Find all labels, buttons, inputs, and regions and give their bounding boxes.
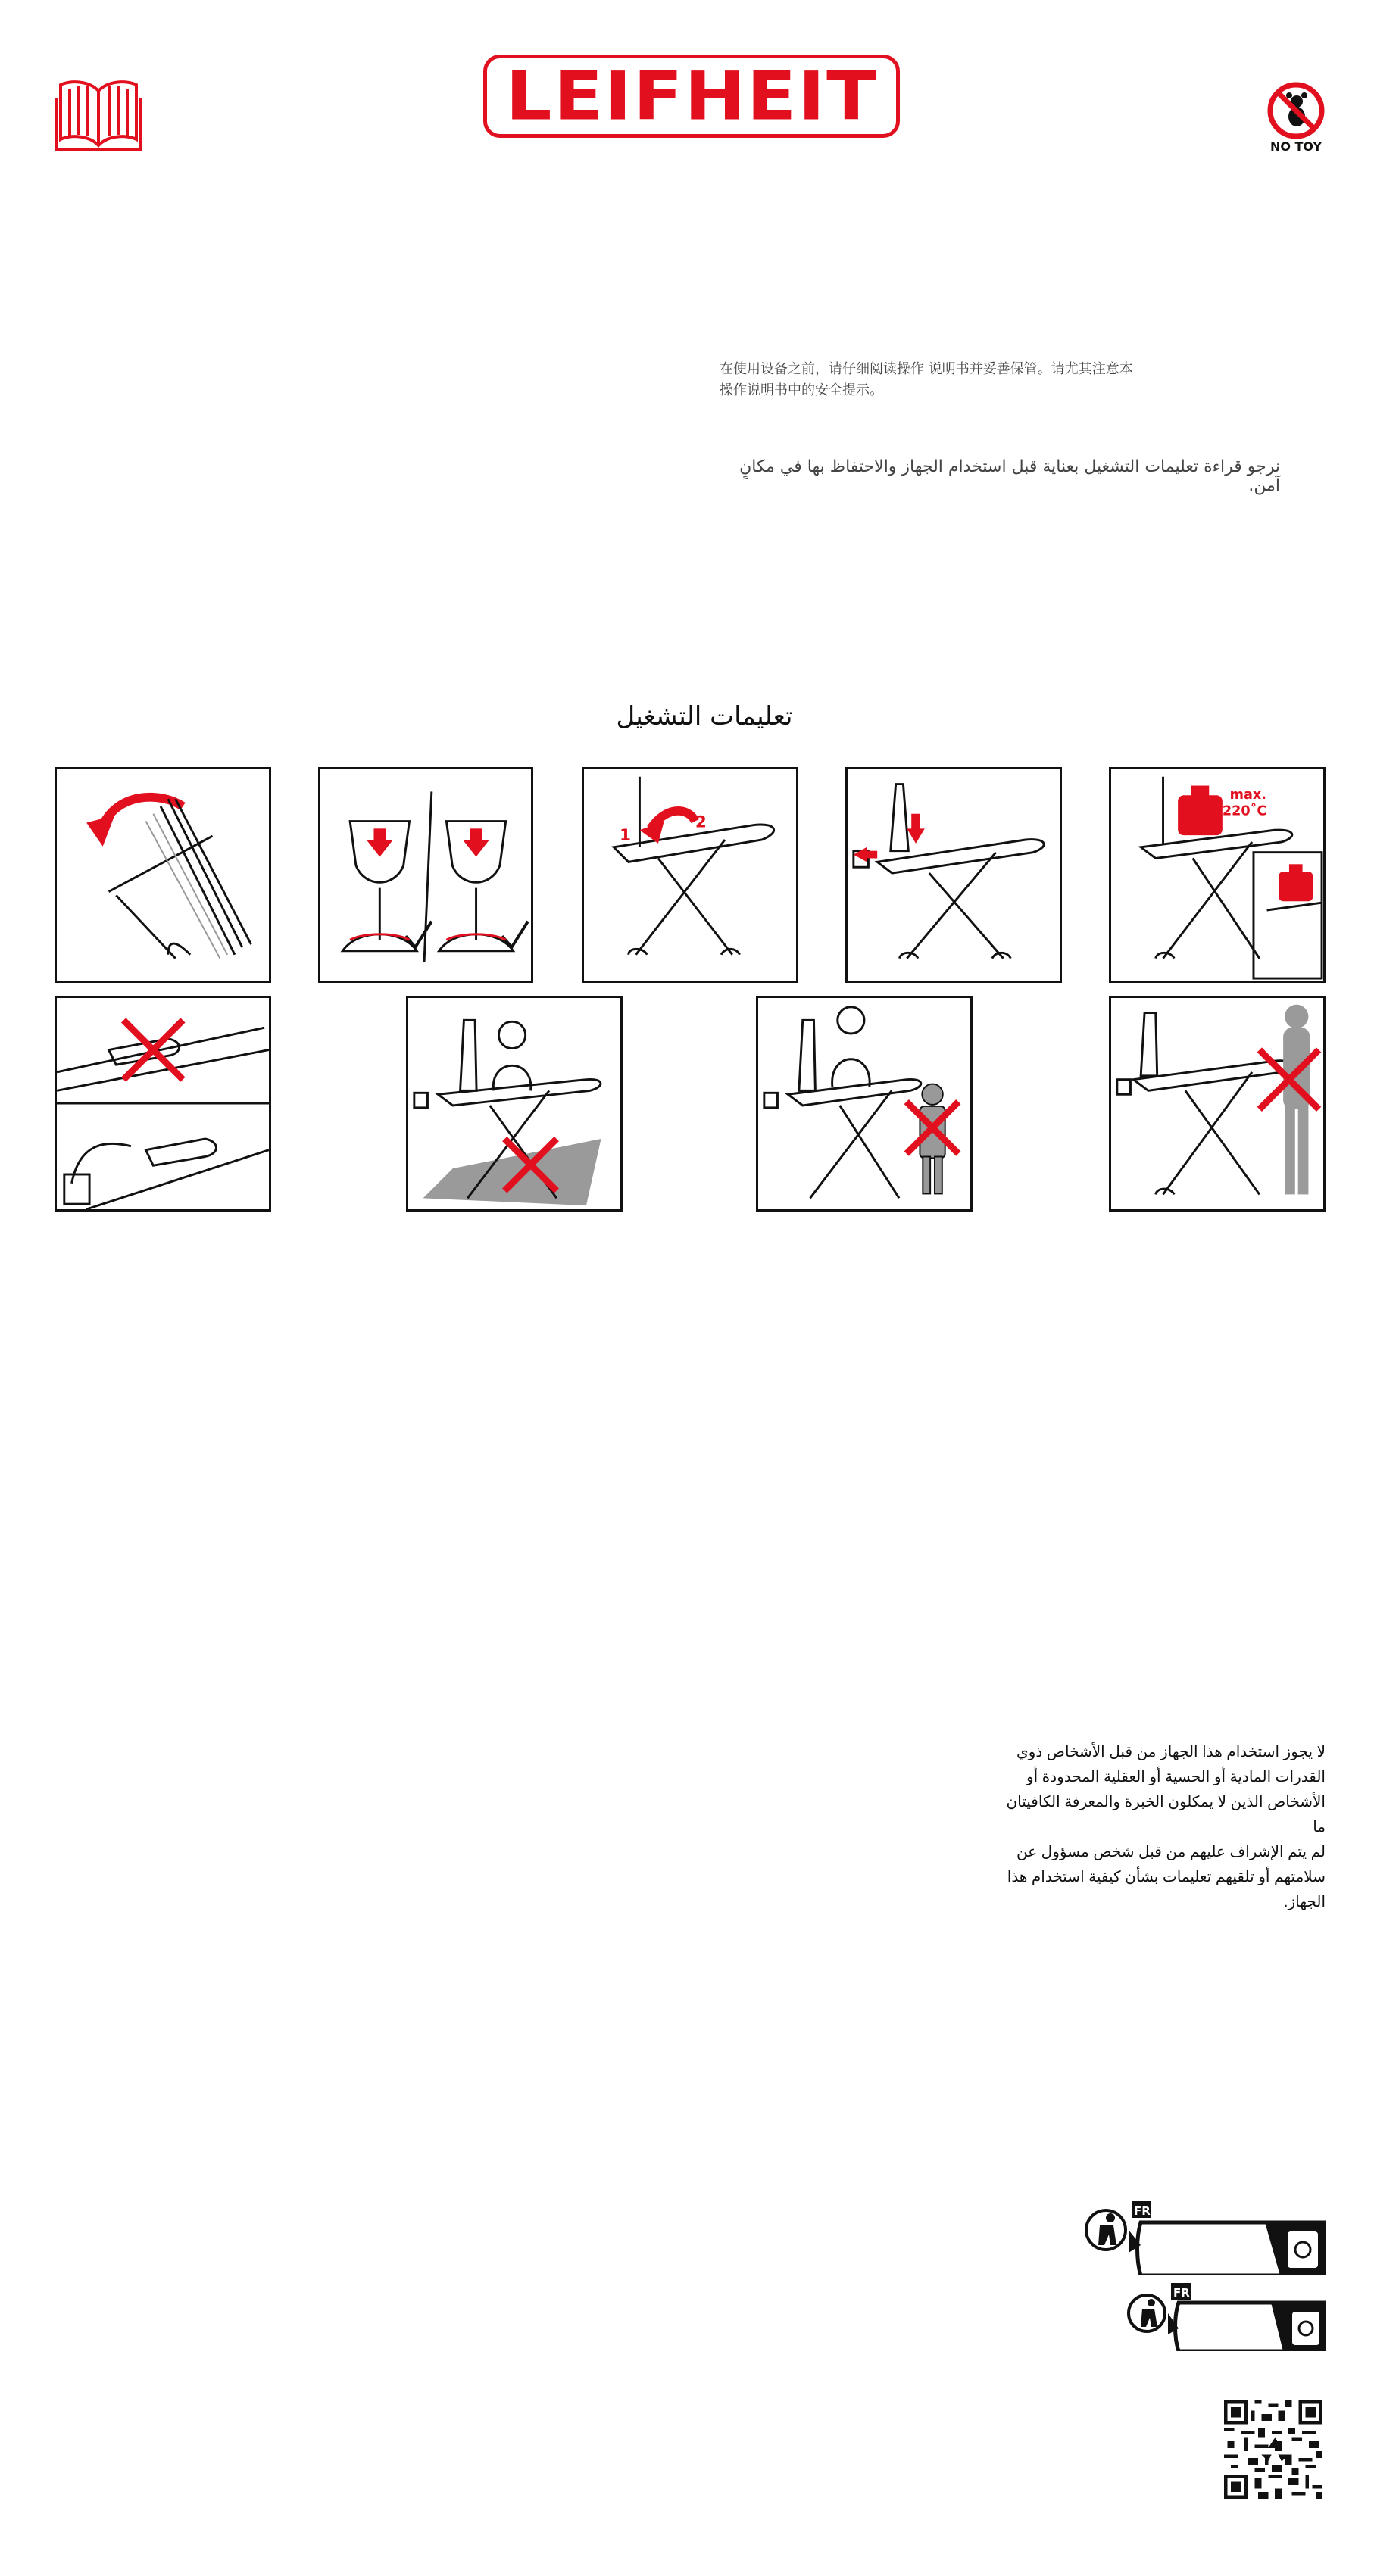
fr-badge: FR [1134,2204,1151,2218]
triman-recycling-mark [1083,2192,1326,2275]
triman-recycling-mark [1126,2275,1326,2351]
panel-unattended-warning [1109,996,1326,1212]
warning-line: لا يجوز استخدام هذا الجهاز من قبل الأشخاص ذوي [1016,1744,1326,1760]
panel-fold-board [55,767,271,983]
warning-line: سلامتهم أو تلقيهم تعليمات بشأن كيفية استخدام هذا [1007,1869,1326,1885]
intro-arabic: نرجو قراءة تعليمات التشغيل بعناية قبل استخدام الجهاز والاحتفاظ بها في مكانٍ آمن. [739,457,1280,495]
panel-leg-adjust [318,767,533,983]
brand-logo-text: LEIFHEIT [505,57,878,136]
brand-logo [483,55,900,138]
step-1-label: 1 [620,825,631,845]
step-2-label: 2 [695,812,707,832]
temperature-label: 220˚C [1222,803,1267,819]
intro-chinese-line-1: 在使用设备之前，请仔细阅读操作 说明书并妥善保管。请尤其注意本 [720,361,1133,377]
safety-warning [992,1740,1326,1915]
manual-book-icon [55,76,142,153]
max-label: max. [1229,787,1266,803]
no-toy-icon [1263,80,1329,159]
warning-line: الأشخاص الذين لا يمكلون الخبرة والمعرفة الكافيتان ما [1006,1794,1326,1835]
panel-children-warning [756,996,973,1212]
panel-iron-warnings [55,996,271,1212]
panel-stable-surface [406,996,623,1212]
panel-open-socket [582,767,798,983]
qr-code [1224,2400,1322,2499]
intro-chinese [720,359,1250,401]
panel-max-load [1109,767,1326,983]
no-toy-label: NO TOY [1269,139,1322,154]
warning-line: لم يتم الإشراف عليهم من قبل شخص مسؤول عن [1016,1844,1326,1860]
warning-line: القدرات المادية أو الحسية أو العقلية المحدودة أو [1026,1769,1326,1785]
warning-line: الجهاز. [1283,1894,1326,1910]
section-title: تعليمات التشغيل [616,701,793,731]
panel-iron-rest [845,767,1062,983]
intro-chinese-line-2: 操作说明书中的安全提示。 [720,382,883,398]
fr-badge: FR [1173,2286,1190,2300]
